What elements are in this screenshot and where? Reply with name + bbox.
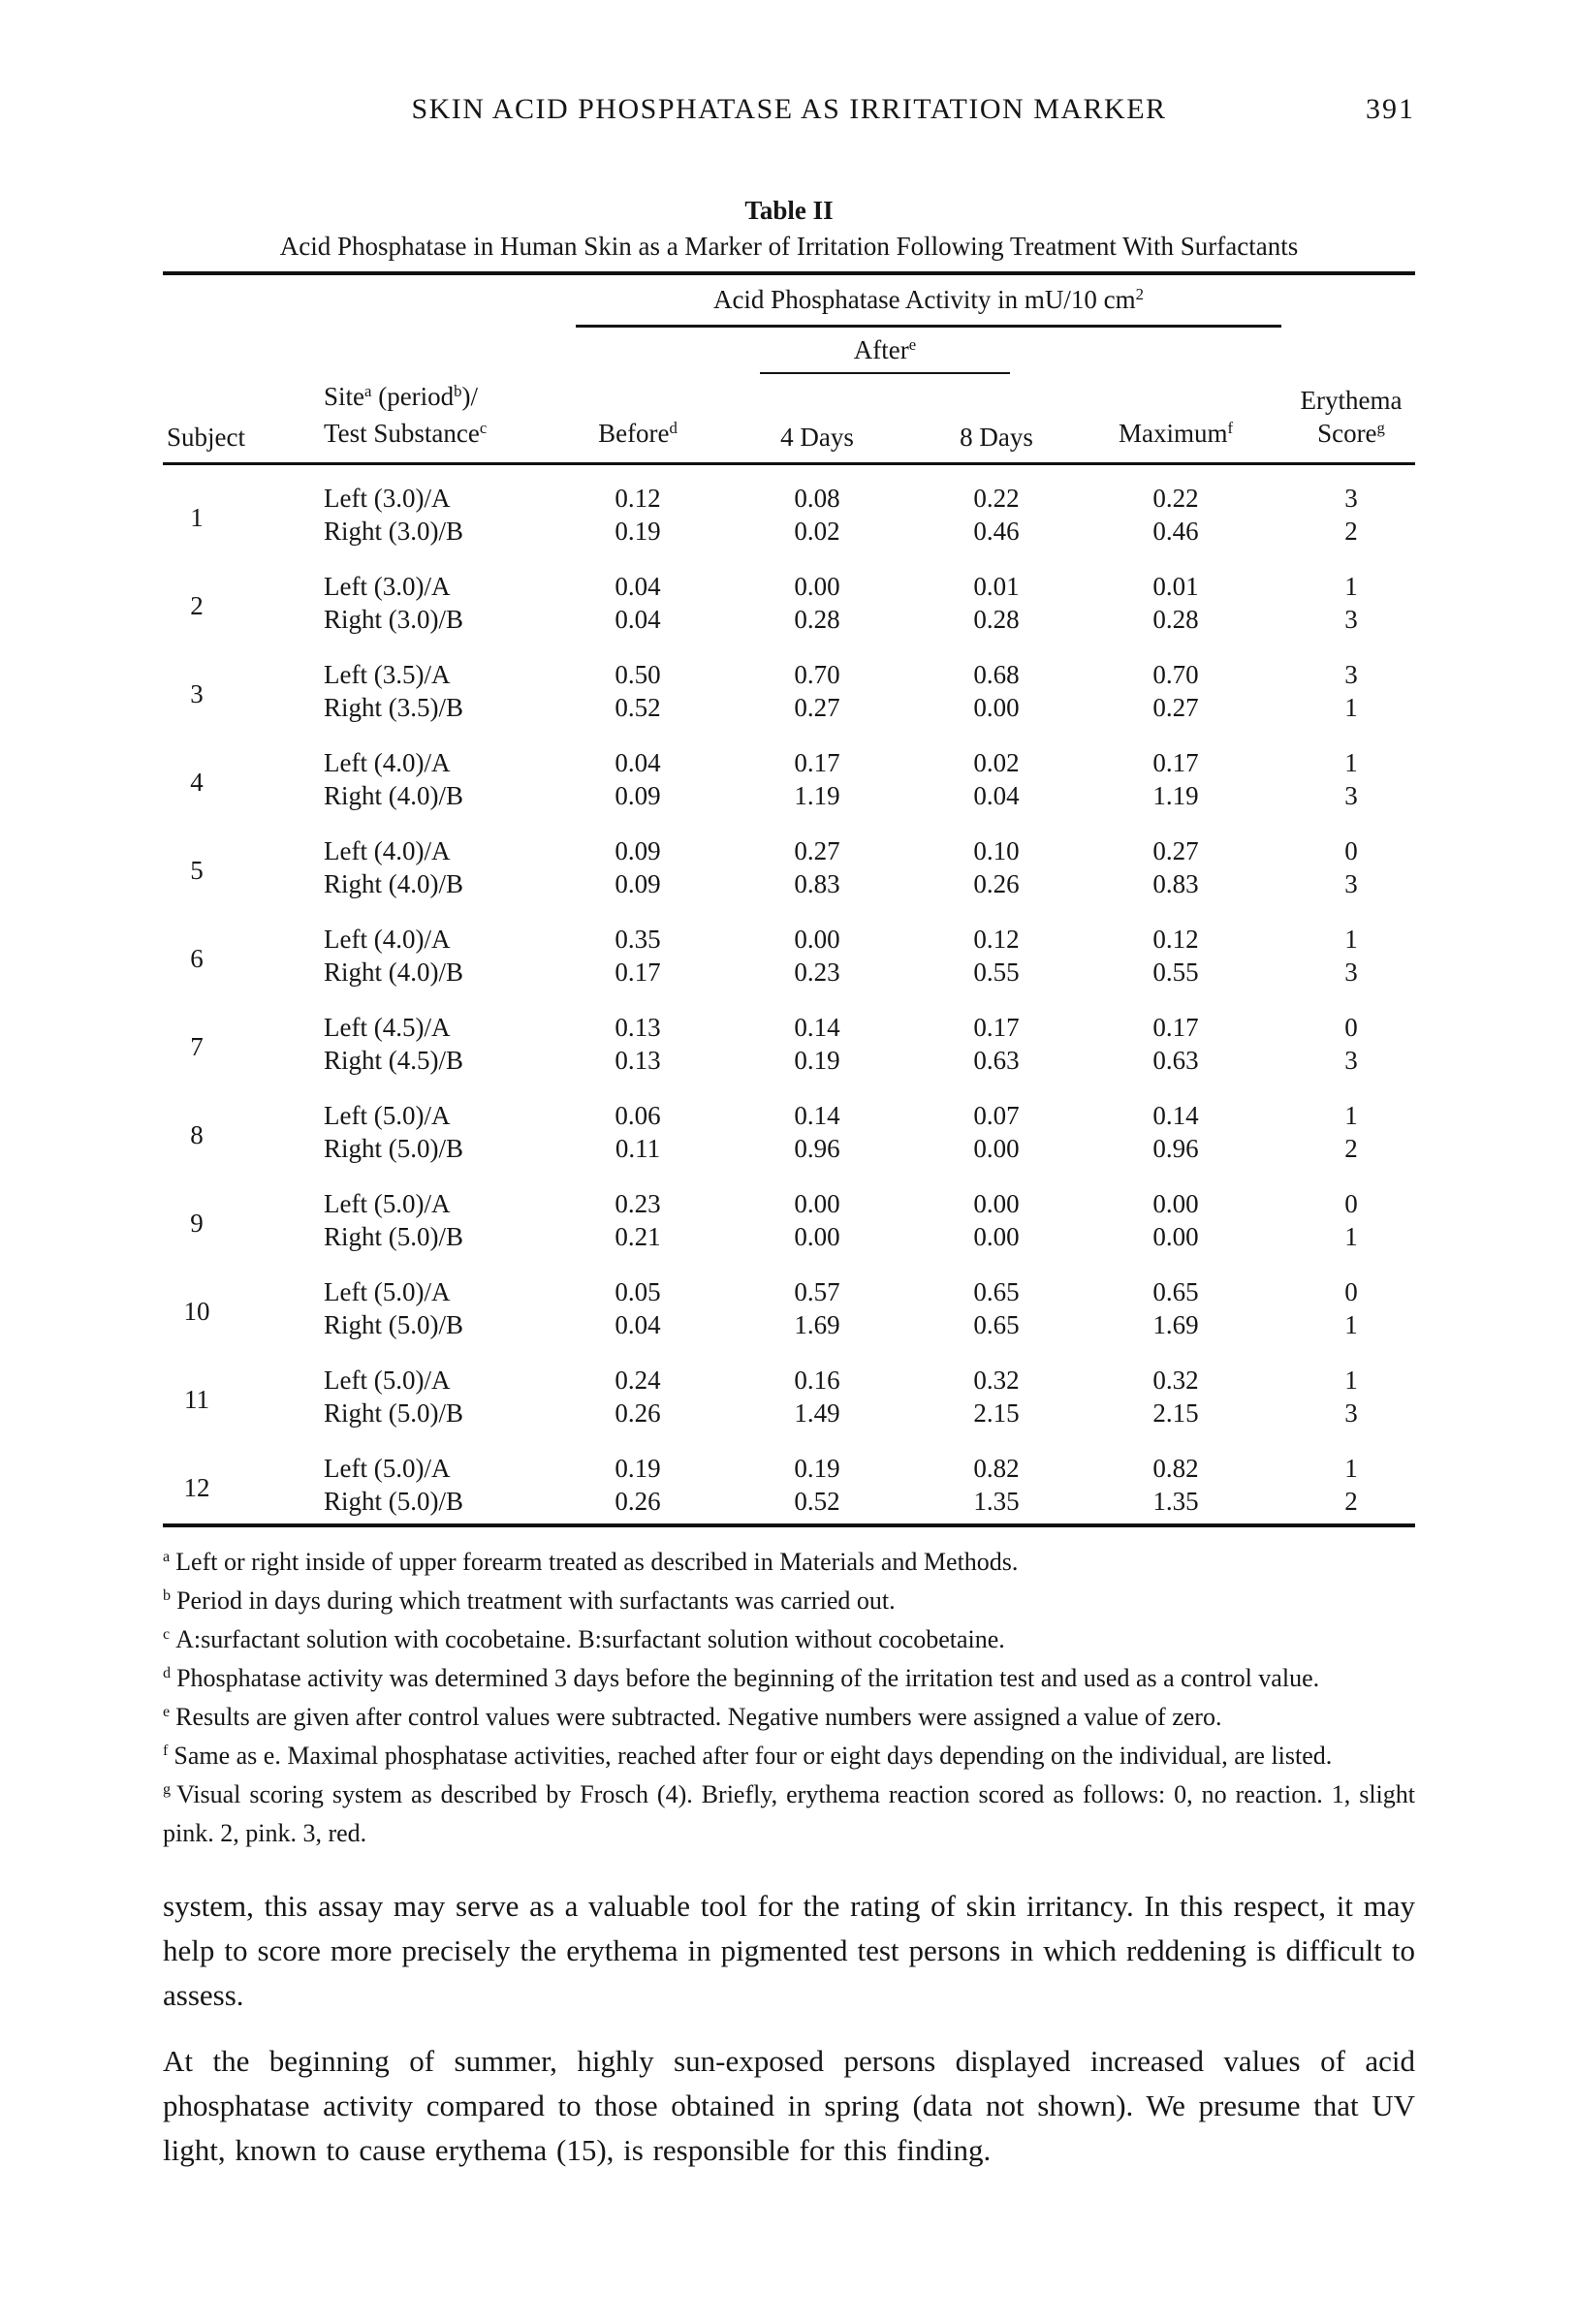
maximum-value: 0.32 (1152, 1366, 1199, 1395)
after-8days-value: 0.22 (973, 484, 1020, 513)
after-8days-value: 1.35 (973, 1487, 1020, 1516)
table-label: Table II (744, 196, 834, 225)
after-4days-value: 0.27 (794, 836, 840, 865)
site-test-substance: Left (5.0)/A (324, 1189, 451, 1218)
table-row (163, 1308, 1415, 1347)
after-4days-value: 0.70 (794, 660, 840, 689)
subject-number: 7 (190, 1032, 204, 1061)
subject-number: 9 (190, 1209, 204, 1238)
maximum-value: 0.96 (1152, 1134, 1199, 1163)
before-value: 0.04 (615, 748, 661, 777)
site-test-substance: Left (3.0)/A (324, 484, 451, 513)
footnote-g (163, 1777, 1415, 1851)
site-test-substance: Right (3.5)/B (324, 693, 464, 722)
before-value: 0.24 (615, 1366, 661, 1395)
subject-number: 11 (184, 1385, 209, 1414)
maximum-value: 0.00 (1152, 1222, 1199, 1251)
erythema-score: 0 (1344, 1013, 1358, 1042)
activity-spanner-label: Acid Phosphatase Activity in mU/10 cm (712, 285, 1136, 314)
site-test-substance: Right (4.5)/B (324, 1046, 464, 1075)
before-value: 0.35 (615, 925, 661, 954)
body-text (163, 1884, 1415, 2173)
col-header-site: Site$^a$ (period$^b$)/ Test Substance$^c$ (269, 374, 570, 464)
footnote-a (163, 1545, 1415, 1584)
subject-number: 2 (190, 591, 204, 620)
site-test-substance: Left (3.0)/A (324, 572, 451, 601)
footnote-f (163, 1739, 1415, 1777)
footnote-text: A:surfactant solution with cocobetaine. B:surfactant solution without cocobetaine. (175, 1625, 1005, 1653)
before-value: 0.50 (615, 660, 661, 689)
table-row (163, 1397, 1415, 1435)
footnote-marker: a (163, 1549, 171, 1566)
footnote-text: Left or right inside of upper forearm treated as described in Materials and Methods. (175, 1548, 1019, 1576)
erythema-score: 3 (1344, 660, 1358, 689)
activity-spanner (576, 285, 1281, 328)
after-8days-value: 0.82 (973, 1454, 1020, 1483)
erythema-score: 3 (1344, 869, 1358, 898)
table-row (163, 1171, 1415, 1220)
footnote-marker: d (163, 1665, 172, 1682)
footnote-marker: e (163, 1704, 171, 1721)
site-test-substance: Left (4.0)/A (324, 925, 451, 954)
before-value: 0.13 (615, 1013, 661, 1042)
after-4days-value: 0.83 (794, 869, 840, 898)
after-4days-value: 1.69 (794, 1310, 840, 1339)
after-8days-value: 0.55 (973, 958, 1020, 987)
site-test-substance: Left (5.0)/A (324, 1454, 451, 1483)
footnote-text: Phosphatase activity was determined 3 days before the beginning of the irritation test and used as a control value. (176, 1664, 1320, 1692)
erythema-score: 3 (1344, 781, 1358, 810)
page-header (163, 93, 1415, 132)
table-row (163, 956, 1415, 994)
table-caption: Acid Phosphatase in Human Skin as a Marker of Irritation Following Treatment With Surfactants (279, 232, 1299, 261)
site-test-substance: Left (4.0)/A (324, 748, 451, 777)
maximum-value: 0.27 (1152, 836, 1199, 865)
after-8days-value: 0.63 (973, 1046, 1020, 1075)
table-ii-block (163, 196, 1415, 1527)
after-4days-value: 0.17 (794, 748, 840, 777)
paragraph: system, this assay may serve as a valuable tool for the rating of skin irritancy. In this respect, it may help to score more precisely the erythema in pigmented test persons in which reddening is difficult to assess. (163, 1889, 1415, 2012)
site-test-substance: Left (4.5)/A (324, 1013, 451, 1042)
col-header-4days: 4 Days (706, 374, 929, 464)
maximum-value: 0.55 (1152, 958, 1199, 987)
maximum-value: 0.83 (1152, 869, 1199, 898)
after-8days-value: 0.12 (973, 925, 1020, 954)
site-test-substance: Right (5.0)/B (324, 1222, 464, 1251)
erythema-score: 0 (1344, 836, 1358, 865)
activity-spanner-sup: 2 (1135, 284, 1145, 303)
maximum-value: 0.00 (1152, 1189, 1199, 1218)
erythema-score: 1 (1344, 693, 1358, 722)
site-test-substance: Right (4.0)/B (324, 869, 464, 898)
maximum-value: 0.28 (1152, 605, 1199, 634)
erythema-score: 2 (1344, 1487, 1358, 1516)
subject-number: 12 (183, 1473, 210, 1502)
before-value: 0.09 (615, 836, 661, 865)
before-value: 0.04 (615, 1310, 661, 1339)
footnote-marker: b (163, 1587, 172, 1605)
maximum-value: 0.82 (1152, 1454, 1199, 1483)
after-8days-value: 0.00 (973, 1222, 1020, 1251)
maximum-value: 0.65 (1152, 1277, 1199, 1306)
before-value: 0.04 (615, 605, 661, 634)
maximum-value: 1.69 (1152, 1310, 1199, 1339)
erythema-score: 2 (1344, 1134, 1358, 1163)
footnote-marker: g (163, 1781, 172, 1799)
after-4days-value: 0.23 (794, 958, 840, 987)
site-test-substance: Left (5.0)/A (324, 1277, 451, 1306)
after-8days-value: 0.46 (973, 517, 1020, 546)
before-value: 0.11 (615, 1134, 661, 1163)
before-value: 0.06 (615, 1101, 661, 1130)
before-value: 0.26 (615, 1487, 661, 1516)
after-4days-value: 0.19 (794, 1454, 840, 1483)
page-number: 391 (1366, 93, 1415, 125)
subject-number: 10 (183, 1297, 210, 1326)
footnote-text: Period in days during which treatment with surfactants was carried out. (176, 1586, 896, 1615)
spanner-row-activity (163, 273, 1415, 328)
site-test-substance: Right (4.0)/B (324, 958, 464, 987)
maximum-value: 0.46 (1152, 517, 1199, 546)
after-4days-value: 0.16 (794, 1366, 840, 1395)
after-4days-value: 0.00 (794, 1189, 840, 1218)
table-footnotes (163, 1545, 1415, 1851)
table-row (163, 779, 1415, 818)
erythema-score: 3 (1344, 1398, 1358, 1428)
column-header-row (163, 374, 1415, 464)
before-value: 0.13 (615, 1046, 661, 1075)
subject-number: 4 (190, 768, 204, 797)
after-8days-value: 0.28 (973, 605, 1020, 634)
after-4days-value: 1.49 (794, 1398, 840, 1428)
footnote-marker: f (163, 1743, 169, 1760)
site-test-substance: Right (5.0)/B (324, 1487, 464, 1516)
subject-number: 1 (190, 503, 204, 532)
subject-number: 8 (190, 1120, 204, 1149)
erythema-score: 1 (1344, 1310, 1358, 1339)
spanner-row-after (163, 328, 1415, 374)
table-row (163, 642, 1415, 691)
table-row (163, 1435, 1415, 1485)
subject-number: 6 (190, 944, 204, 973)
footnote-text: Same as e. Maximal phosphatase activities, reached after four or eight days depending on the individual, are listed. (173, 1742, 1333, 1770)
erythema-score: 3 (1344, 1046, 1358, 1075)
col-header-erythema: Erythema Score$^g$ (1287, 374, 1415, 464)
footnote-e (163, 1700, 1415, 1739)
table-row (163, 867, 1415, 906)
before-value: 0.21 (615, 1222, 661, 1251)
col-header-before: Before$^d$ (570, 374, 706, 464)
erythema-score: 1 (1344, 925, 1358, 954)
after-spanner (760, 335, 1010, 374)
after-8days-value: 0.07 (973, 1101, 1020, 1130)
before-value: 0.19 (615, 1454, 661, 1483)
after-4days-value: 0.28 (794, 605, 840, 634)
after-spanner-label: After (853, 335, 909, 364)
footnote-text: Results are given after control values were subtracted. Negative numbers were assigned a value of zero. (175, 1703, 1222, 1731)
table-row (163, 1347, 1415, 1397)
before-value: 0.26 (615, 1398, 661, 1428)
site-test-substance: Right (5.0)/B (324, 1310, 464, 1339)
col-header-8days: 8 Days (929, 374, 1064, 464)
after-4days-value: 0.27 (794, 693, 840, 722)
table-row (163, 691, 1415, 730)
erythema-score: 0 (1344, 1277, 1358, 1306)
running-head: SKIN ACID PHOSPHATASE AS IRRITATION MARKER (411, 93, 1167, 125)
maximum-value: 1.35 (1152, 1487, 1199, 1516)
erythema-score: 1 (1344, 1366, 1358, 1395)
after-8days-value: 0.01 (973, 572, 1020, 601)
maximum-value: 0.27 (1152, 693, 1199, 722)
after-8days-value: 0.00 (973, 1134, 1020, 1163)
site-test-substance: Right (4.0)/B (324, 781, 464, 810)
table-row (163, 1485, 1415, 1525)
after-8days-value: 0.68 (973, 660, 1020, 689)
subject-number: 5 (190, 856, 204, 885)
site-test-substance: Right (5.0)/B (324, 1398, 464, 1428)
table-row (163, 464, 1415, 516)
site-test-substance: Left (3.5)/A (324, 660, 451, 689)
footnote-d (163, 1661, 1415, 1700)
after-4days-value: 1.19 (794, 781, 840, 810)
before-value: 0.52 (615, 693, 661, 722)
before-value: 0.23 (615, 1189, 661, 1218)
table-row (163, 515, 1415, 553)
table-row (163, 553, 1415, 603)
after-4days-value: 0.00 (794, 925, 840, 954)
after-4days-value: 0.08 (794, 484, 840, 513)
maximum-value: 2.15 (1152, 1398, 1199, 1428)
footnote-marker: c (163, 1626, 171, 1644)
before-value: 0.17 (615, 958, 661, 987)
erythema-score: 1 (1344, 748, 1358, 777)
site-test-substance: Right (3.0)/B (324, 517, 464, 546)
erythema-score: 0 (1344, 1189, 1358, 1218)
after-8days-value: 0.26 (973, 869, 1020, 898)
table-row (163, 1083, 1415, 1132)
maximum-value: 0.22 (1152, 484, 1199, 513)
after-8days-value: 0.04 (973, 781, 1020, 810)
after-8days-value: 0.10 (973, 836, 1020, 865)
site-test-substance: Right (5.0)/B (324, 1134, 464, 1163)
after-4days-value: 0.02 (794, 517, 840, 546)
maximum-value: 0.12 (1152, 925, 1199, 954)
erythema-score: 1 (1344, 1101, 1358, 1130)
before-value: 0.19 (615, 517, 661, 546)
after-8days-value: 0.65 (973, 1310, 1020, 1339)
erythema-score: 2 (1344, 517, 1358, 546)
erythema-score: 3 (1344, 605, 1358, 634)
maximum-value: 0.17 (1152, 748, 1199, 777)
table-row (163, 906, 1415, 956)
site-test-substance: Right (3.0)/B (324, 605, 464, 634)
before-value: 0.12 (615, 484, 661, 513)
maximum-value: 0.17 (1152, 1013, 1199, 1042)
site-test-substance: Left (5.0)/A (324, 1366, 451, 1395)
after-4days-value: 0.96 (794, 1134, 840, 1163)
maximum-value: 1.19 (1152, 781, 1199, 810)
after-4days-value: 0.57 (794, 1277, 840, 1306)
table-row (163, 1259, 1415, 1308)
table-row (163, 1044, 1415, 1083)
before-value: 0.09 (615, 781, 661, 810)
before-value: 0.05 (615, 1277, 661, 1306)
maximum-value: 0.14 (1152, 1101, 1199, 1130)
site-test-substance: Left (5.0)/A (324, 1101, 451, 1130)
maximum-value: 0.63 (1152, 1046, 1199, 1075)
after-8days-value: 0.00 (973, 693, 1020, 722)
before-value: 0.09 (615, 869, 661, 898)
after-8days-value: 0.02 (973, 748, 1020, 777)
after-8days-value: 2.15 (973, 1398, 1020, 1428)
footnote-b (163, 1584, 1415, 1622)
table-row (163, 730, 1415, 779)
col-header-maximum: Maximum$^f$ (1064, 374, 1287, 464)
erythema-score: 1 (1344, 1454, 1358, 1483)
site-test-substance: Left (4.0)/A (324, 836, 451, 865)
after-4days-value: 0.14 (794, 1101, 840, 1130)
after-4days-value: 0.00 (794, 1222, 840, 1251)
subject-number: 3 (190, 679, 204, 708)
before-value: 0.04 (615, 572, 661, 601)
table-row (163, 1220, 1415, 1259)
after-8days-value: 0.00 (973, 1189, 1020, 1218)
maximum-value: 0.70 (1152, 660, 1199, 689)
footnote-text: Visual scoring system as described by Frosch (4). Briefly, erythema reaction scored as follows: 0, no reaction. 1, slight pink. 2, pink. 3, red. (163, 1780, 1415, 1847)
paragraph: At the beginning of summer, highly sun-exposed persons displayed increased values of acid phosphatase activity compared to those obtained in spring (data not shown). We presume that UV light, known to cause erythema (15), is responsible for this finding. (163, 2044, 1415, 2167)
col-header-subject: Subject (163, 374, 269, 464)
table-row (163, 603, 1415, 642)
table-row (163, 1132, 1415, 1171)
maximum-value: 0.01 (1152, 572, 1199, 601)
data-table (163, 271, 1415, 1527)
after-8days-value: 0.65 (973, 1277, 1020, 1306)
after-4days-value: 0.14 (794, 1013, 840, 1042)
erythema-score: 1 (1344, 572, 1358, 601)
erythema-score: 3 (1344, 958, 1358, 987)
after-4days-value: 0.52 (794, 1487, 840, 1516)
table-row (163, 994, 1415, 1044)
erythema-score: 3 (1344, 484, 1358, 513)
table-row (163, 818, 1415, 867)
footnote-c (163, 1622, 1415, 1661)
after-8days-value: 0.17 (973, 1013, 1020, 1042)
after-4days-value: 0.19 (794, 1046, 840, 1075)
after-8days-value: 0.32 (973, 1366, 1020, 1395)
after-spanner-sup: e (908, 334, 917, 354)
after-4days-value: 0.00 (794, 572, 840, 601)
erythema-score: 1 (1344, 1222, 1358, 1251)
